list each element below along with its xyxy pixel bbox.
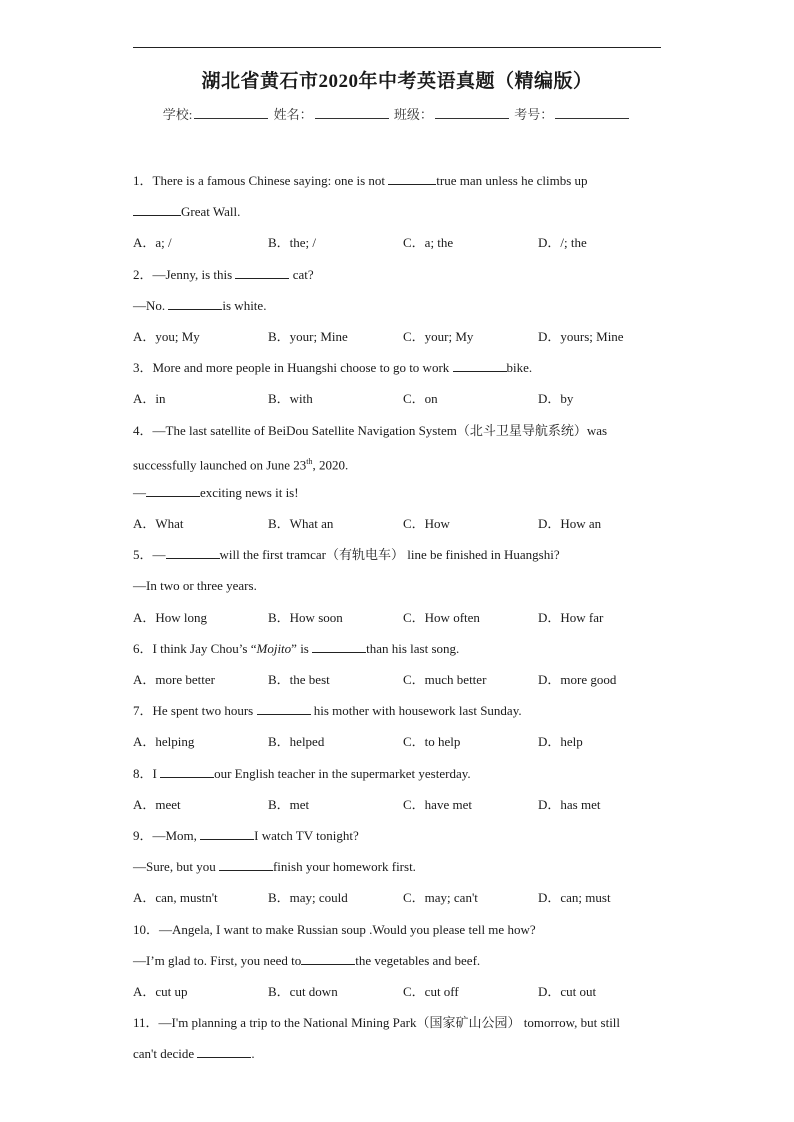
- options-4: [133, 514, 673, 545]
- class-field[interactable]: [435, 106, 509, 119]
- option-b[interactable]: B．helped: [268, 734, 325, 750]
- option-b[interactable]: B．your; Mine: [268, 328, 348, 344]
- options-8: [133, 795, 673, 826]
- answer-blank: [388, 171, 436, 185]
- options-1: [133, 233, 673, 264]
- option-d[interactable]: D．more good: [538, 672, 617, 687]
- option-a[interactable]: A．a; /: [133, 235, 172, 251]
- answer-blank: [133, 202, 181, 216]
- name-field[interactable]: [315, 106, 389, 119]
- option-d[interactable]: D．help: [538, 734, 583, 750]
- option-d[interactable]: D．has met: [538, 796, 601, 812]
- option-a[interactable]: A．meet: [133, 796, 181, 812]
- option-b[interactable]: B．with: [268, 391, 313, 407]
- option-c[interactable]: C．much better: [403, 672, 487, 687]
- question-2: 2．—Jenny, is this cat?: [133, 266, 314, 282]
- answer-blank: [160, 764, 214, 778]
- question-11: 11．—I'm planning a trip to the National Mining Park（国家矿山公园） tomorrow, but still: [133, 1015, 621, 1031]
- options-3: [133, 389, 673, 420]
- options-9: [133, 888, 673, 919]
- page-title: 湖北省黄石市2020年中考英语真题（精编版）: [201, 71, 593, 92]
- options-7: [133, 732, 673, 763]
- option-b[interactable]: B．met: [268, 796, 310, 812]
- answer-blank: [146, 483, 200, 497]
- question-6: 6．I think Jay Chou’s “Mojito” is than his last song.: [133, 640, 460, 656]
- option-b[interactable]: B．What an: [268, 516, 334, 532]
- option-c[interactable]: C．How often: [403, 609, 480, 625]
- question-1: 1．There is a famous Chinese saying: one is not true man unless he climbs up: [133, 173, 588, 188]
- option-b[interactable]: B．cut down: [268, 983, 338, 999]
- option-a[interactable]: A．you; My: [133, 328, 200, 344]
- option-a[interactable]: A．in: [133, 391, 166, 407]
- exam-no-field[interactable]: [555, 106, 629, 119]
- question-4: 4．—The last satellite of BeiDou Satellite Navigation System（北斗卫星导航系统）was: [133, 422, 608, 438]
- options-6: [133, 670, 673, 701]
- options-2: [133, 327, 673, 358]
- options-5: [133, 608, 673, 639]
- question-9: 9．—Mom, I watch TV tonight?: [133, 827, 359, 843]
- class-label: 班级：: [393, 107, 433, 122]
- question-7: 7．He spent two hours his mother with housework last Sunday.: [133, 703, 522, 719]
- question-5: 5．— will the first tramcar（有轨电车） line be finished in Huangshi?: [133, 547, 560, 563]
- option-b[interactable]: B．the best: [268, 672, 330, 687]
- option-d[interactable]: D．How far: [538, 609, 604, 625]
- option-d[interactable]: D．How an: [538, 516, 602, 532]
- answer-blank: [301, 951, 355, 965]
- option-d[interactable]: D．cut out: [538, 983, 597, 999]
- option-a[interactable]: A．cut up: [133, 983, 188, 999]
- question-3: 3．More and more people in Huangshi choose to go to work bike.: [133, 360, 533, 376]
- option-c[interactable]: C．have met: [403, 796, 472, 812]
- question-10: 10．—Angela, I want to make Russian soup .Would you please tell me how?: [133, 921, 536, 937]
- exam-no-label: 考号：: [514, 107, 554, 122]
- school-field[interactable]: [194, 106, 268, 119]
- answer-blank: [257, 701, 311, 715]
- answer-blank: [166, 545, 220, 559]
- option-b[interactable]: B．may; could: [268, 890, 348, 906]
- answer-blank: [219, 857, 273, 871]
- option-c[interactable]: C．cut off: [403, 983, 459, 999]
- option-b[interactable]: B．the; /: [268, 235, 317, 251]
- answer-blank: [197, 1044, 251, 1058]
- answer-blank: [168, 296, 222, 310]
- option-d[interactable]: D．by: [538, 391, 574, 407]
- answer-blank: [453, 358, 507, 372]
- answer-blank: [312, 639, 366, 653]
- option-a[interactable]: A．How long: [133, 609, 208, 625]
- option-a[interactable]: A．more better: [133, 672, 215, 687]
- name-label: 姓名：: [273, 107, 313, 122]
- option-c[interactable]: C．a; the: [403, 235, 454, 251]
- question-list: 1．There is a famous Chinese saying: one is not true man unless he climbs up Great Wall. A．a; / B．the; / C．a; the D．/; the 2．—Jenny, is this cat? —No. is white. A．you; My B．your; Mine C．your; My D．yours; Mine 3．More and more people in Huangshi choose to go to work bike. A．in B．with C．on D．by 4．—The last satellite of BeiDou Satellite Navigation System（北斗卫星导航系统）was successfully launched on June 23th, 2020. — exciting news it is! A．What B．What an C．How D．How an 5．— will the first tramcar（有轨电车） line be finished in Huangshi? —In two or three years. A．How long B．How soon C．How often D．How far 6．I think Jay Chou’s “Mojito” is than his last song. A．more better B．the best C．much better D．more good 7．He spent two hours his mother with housework last Sunday. A．helping B．helped C．to help D．help 8．I our English teacher in the supermarket yesterday. A．meet B．met C．have met D．has met 9．—Mom, I watch TV tonight? —Sure, but you finish your homework first. A．can, mustn't B．may; could C．may; can't D．can; must 10．—Angela, I want to make Russian soup .Would you please tell me how? —I’m glad to. First, you need to the vegetables and beef. A．cut up B．cut down C．cut off D．cut out 11．—I'm planning a trip to the National Mining Park（国家矿山公园） tomorrow, but still can't decide .: [133, 171, 673, 1075]
- option-d[interactable]: D．/; the: [538, 235, 587, 251]
- school-label: 学校:: [162, 107, 193, 122]
- top-rule: [133, 47, 661, 48]
- option-c[interactable]: C．to help: [403, 734, 461, 750]
- answer-blank: [235, 265, 289, 279]
- option-c[interactable]: C．may; can't: [403, 890, 478, 906]
- option-d[interactable]: D．can; must: [538, 890, 611, 906]
- option-a[interactable]: A．helping: [133, 734, 195, 750]
- options-10: [133, 982, 673, 1013]
- option-c[interactable]: C．your; My: [403, 328, 474, 344]
- option-a[interactable]: A．can, mustn't: [133, 890, 218, 906]
- option-d[interactable]: D．yours; Mine: [538, 328, 624, 344]
- option-c[interactable]: C．How: [403, 516, 450, 532]
- student-info-line: [0, 104, 794, 123]
- option-a[interactable]: A．What: [133, 516, 184, 532]
- answer-blank: [200, 826, 254, 840]
- option-c[interactable]: C．on: [403, 391, 438, 407]
- question-8: 8．I our English teacher in the supermarket yesterday.: [133, 765, 471, 781]
- option-b[interactable]: B．How soon: [268, 609, 343, 625]
